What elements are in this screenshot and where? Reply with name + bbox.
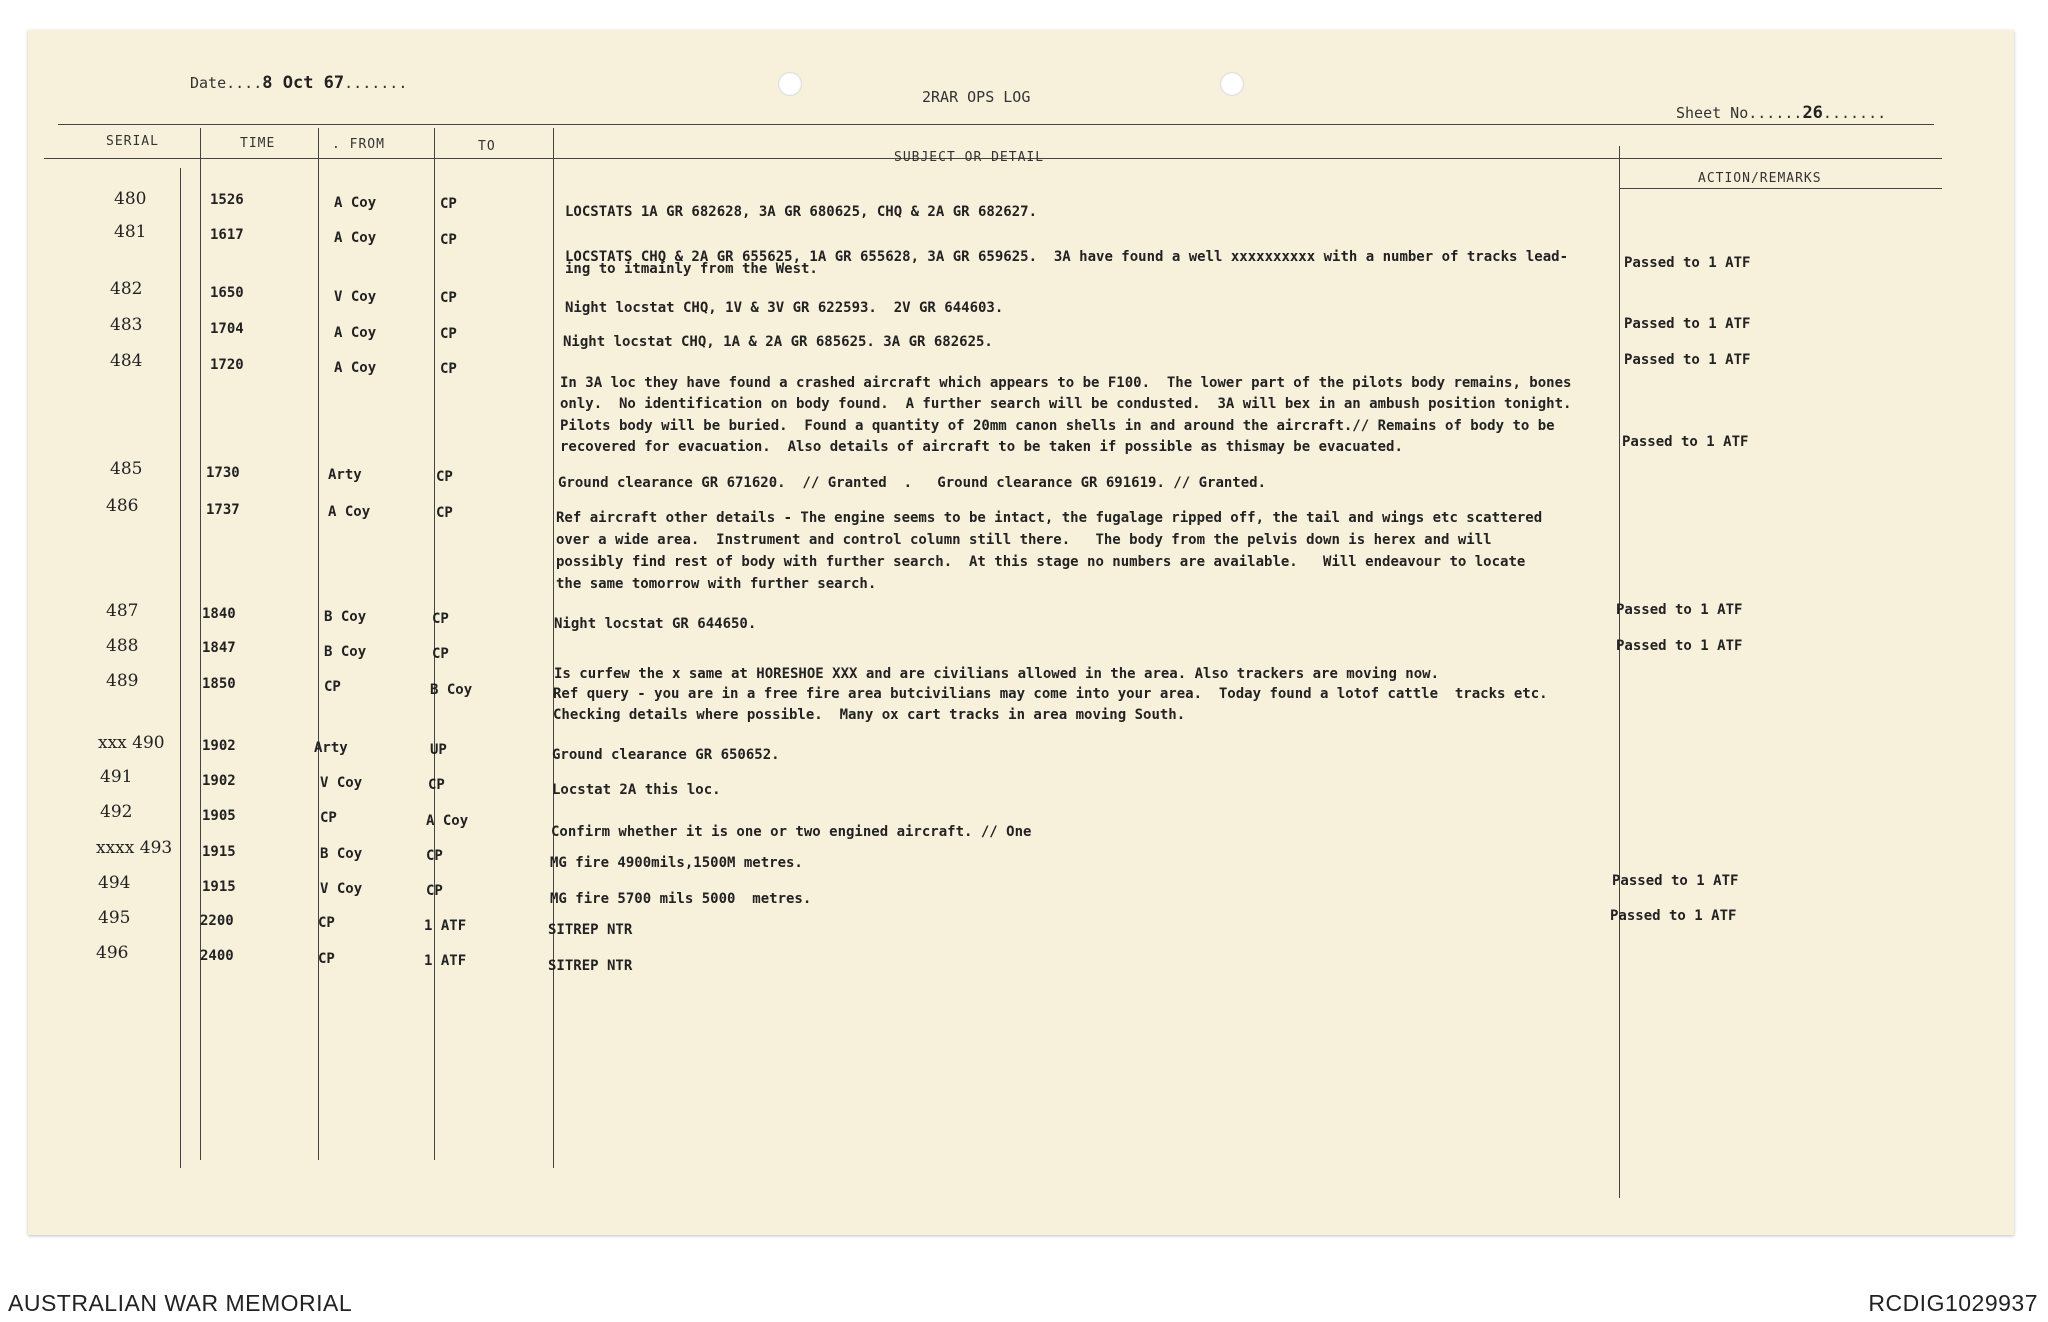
from-cell: Arty — [314, 740, 348, 756]
to-cell: CP — [440, 326, 457, 342]
from-cell: A Coy — [334, 230, 377, 246]
footer-record-id: RCDIG1029937 — [1868, 1290, 2038, 1316]
time-cell: 2200 — [200, 913, 234, 929]
remarks-cell: Passed to 1 ATF — [1610, 908, 1737, 924]
detail-line: Night locstat CHQ, 1V & 3V GR 622593. 2V GR 644603. — [565, 300, 1004, 316]
to-cell: CP — [436, 469, 453, 485]
from-cell: B Coy — [324, 644, 367, 660]
to-cell: UP — [430, 742, 447, 758]
detail-line: Night locstat GR 644650. — [554, 616, 757, 632]
serial-cell: 483 — [110, 315, 143, 335]
sheet-number-field: Sheet No......26....... — [1676, 103, 1887, 123]
from-cell: Arty — [328, 467, 362, 483]
column-divider-serial-time — [200, 128, 201, 1160]
header-top-rule — [58, 124, 1934, 125]
from-cell: A Coy — [334, 195, 377, 211]
footer-institution: AUSTRALIAN WAR MEMORIAL — [8, 1290, 353, 1316]
time-cell: 1650 — [210, 285, 244, 301]
remarks-cell: Passed to 1 ATF — [1624, 316, 1751, 332]
left-margin-rule — [180, 168, 181, 1168]
date-value: 8 Oct 67 — [262, 73, 345, 93]
detail-line: LOCSTATS CHQ & 2A GR 655625, 1A GR 655628, 3A GR 659625. 3A have found a well xxxxxxxxxx with a number of tracks lead- — [565, 249, 1569, 265]
detail-line: Night locstat CHQ, 1A & 2A GR 685625. 3A GR 682625. — [563, 334, 993, 350]
from-cell: A Coy — [334, 325, 377, 341]
serial-cell: 496 — [96, 943, 129, 963]
detail-line: recovered for evacuation. Also details of aircraft to be taken if possible as thismay be evacuated. — [560, 439, 1403, 455]
serial-cell: xxx 490 — [98, 733, 165, 753]
detail-line: SITREP NTR — [548, 958, 633, 974]
serial-cell: 487 — [106, 601, 139, 621]
time-cell: 1902 — [202, 773, 236, 789]
remarks-cell: Passed to 1 ATF — [1616, 638, 1743, 654]
remarks-cell: Passed to 1 ATF — [1624, 352, 1751, 368]
detail-line: Ground clearance GR 671620. // Granted . Ground clearance GR 691619. // Granted. — [558, 475, 1267, 491]
from-cell: CP — [320, 810, 337, 826]
detail-line: MG fire 4900mils,1500M metres. — [550, 855, 803, 871]
time-cell: 2400 — [200, 948, 234, 964]
serial-cell: 482 — [110, 279, 143, 299]
to-cell: CP — [440, 290, 457, 306]
column-header-to: TO — [478, 139, 496, 154]
detail-line: SITREP NTR — [548, 922, 633, 938]
detail-line: only. No identification on body found. A further search will be condusted. 3A will bex in an ambush position tonight. — [560, 396, 1572, 412]
serial-cell: 488 — [106, 636, 139, 656]
detail-line: Confirm whether it is one or two engined aircraft. // One — [551, 824, 1032, 840]
column-divider-to-subject — [553, 128, 554, 1168]
to-cell: CP — [440, 361, 457, 377]
to-cell: CP — [426, 848, 443, 864]
detail-line: ing to itmainly from the West. — [565, 261, 818, 277]
detail-line: Locstat 2A this loc. — [552, 782, 721, 798]
to-cell: CP — [428, 777, 445, 793]
remarks-cell: Passed to 1 ATF — [1622, 434, 1749, 450]
from-cell: V Coy — [334, 289, 377, 305]
serial-cell: 484 — [110, 351, 143, 371]
column-divider-subject-action — [1619, 146, 1620, 1198]
to-cell: A Coy — [426, 813, 469, 829]
punch-hole-right — [1220, 72, 1244, 96]
time-cell: 1526 — [210, 192, 244, 208]
detail-line: Ground clearance GR 650652. — [552, 747, 780, 763]
time-cell: 1720 — [210, 357, 244, 373]
log-title: 2RAR OPS LOG — [922, 88, 1031, 106]
to-cell: 1 ATF — [424, 953, 467, 969]
time-cell: 1737 — [206, 502, 240, 518]
from-cell: CP — [324, 679, 341, 695]
time-cell: 1847 — [202, 640, 236, 656]
column-divider-time-from — [318, 128, 319, 1160]
remarks-cell: Passed to 1 ATF — [1624, 255, 1751, 271]
detail-line: LOCSTATS 1A GR 682628, 3A GR 680625, CHQ & 2A GR 682627. — [565, 204, 1038, 220]
detail-line: possibly find rest of body with further search. At this stage no numbers are available. Will endeavour to locate — [556, 554, 1526, 570]
serial-cell: xxxx 493 — [96, 838, 173, 858]
column-header-subject: SUBJECT OR DETAIL — [894, 150, 1045, 165]
serial-cell: 491 — [100, 767, 133, 787]
serial-cell: 486 — [106, 496, 139, 516]
to-cell: B Coy — [430, 682, 473, 698]
serial-cell: 495 — [98, 908, 131, 928]
to-cell: CP — [440, 196, 457, 212]
serial-cell: 481 — [114, 222, 147, 242]
column-header-time: TIME — [240, 136, 276, 151]
column-header-serial: SERIAL — [106, 134, 159, 149]
from-cell: CP — [318, 951, 335, 967]
time-cell: 1704 — [210, 321, 244, 337]
detail-line: Checking details where possible. Many ox cart tracks in area moving South. — [553, 707, 1186, 723]
detail-line: the same tomorrow with further search. — [556, 576, 877, 592]
to-cell: CP — [436, 505, 453, 521]
detail-line: Ref aircraft other details - The engine seems to be intact, the fugalage ripped off, the tail and wings etc scattered — [556, 510, 1543, 526]
remarks-cell: Passed to 1 ATF — [1612, 873, 1739, 889]
time-cell: 1905 — [202, 808, 236, 824]
serial-cell: 489 — [106, 671, 139, 691]
serial-cell: 492 — [100, 802, 133, 822]
date-field: Date....8 Oct 67....... — [190, 73, 408, 93]
to-cell: CP — [432, 646, 449, 662]
sheet-number-value: 26 — [1802, 103, 1823, 123]
time-cell: 1915 — [202, 879, 236, 895]
remarks-cell: Passed to 1 ATF — [1616, 602, 1743, 618]
to-cell: CP — [426, 883, 443, 899]
detail-line: over a wide area. Instrument and control column still there. The body from the pelvis down is herex and will — [556, 532, 1492, 548]
to-cell: 1 ATF — [424, 918, 467, 934]
action-header-rule — [1620, 188, 1942, 189]
time-cell: 1850 — [202, 676, 236, 692]
from-cell: B Coy — [324, 609, 367, 625]
to-cell: CP — [440, 232, 457, 248]
detail-line: Pilots body will be buried. Found a quantity of 20mm canon shells in and around the aircraft.// Remains of body to be — [560, 418, 1555, 434]
to-cell: CP — [432, 611, 449, 627]
detail-line: MG fire 5700 mils 5000 metres. — [550, 891, 812, 907]
detail-line: In 3A loc they have found a crashed aircraft which appears to be F100. The lower part of the pilots body remains, bones — [560, 375, 1572, 391]
serial-cell: 485 — [110, 459, 143, 479]
serial-cell: 480 — [114, 189, 147, 209]
column-header-from: . FROM — [332, 137, 385, 152]
from-cell: V Coy — [320, 775, 363, 791]
detail-line: Is curfew the x same at HORESHOE XXX and are civilians allowed in the area. Also trackers are moving now. — [554, 666, 1440, 682]
from-cell: A Coy — [328, 504, 371, 520]
from-cell: CP — [318, 915, 335, 931]
punch-hole-left — [778, 72, 802, 96]
detail-line: Ref query - you are in a free fire area butcivilians may come into your area. Today found a lotof cattle tracks etc. — [553, 686, 1548, 702]
from-cell: V Coy — [320, 881, 363, 897]
time-cell: 1730 — [206, 465, 240, 481]
time-cell: 1617 — [210, 227, 244, 243]
column-header-action: ACTION/REMARKS — [1698, 171, 1822, 186]
serial-cell: 494 — [98, 873, 131, 893]
time-cell: 1902 — [202, 738, 236, 754]
from-cell: A Coy — [334, 360, 377, 376]
from-cell: B Coy — [320, 846, 363, 862]
time-cell: 1915 — [202, 844, 236, 860]
time-cell: 1840 — [202, 606, 236, 622]
